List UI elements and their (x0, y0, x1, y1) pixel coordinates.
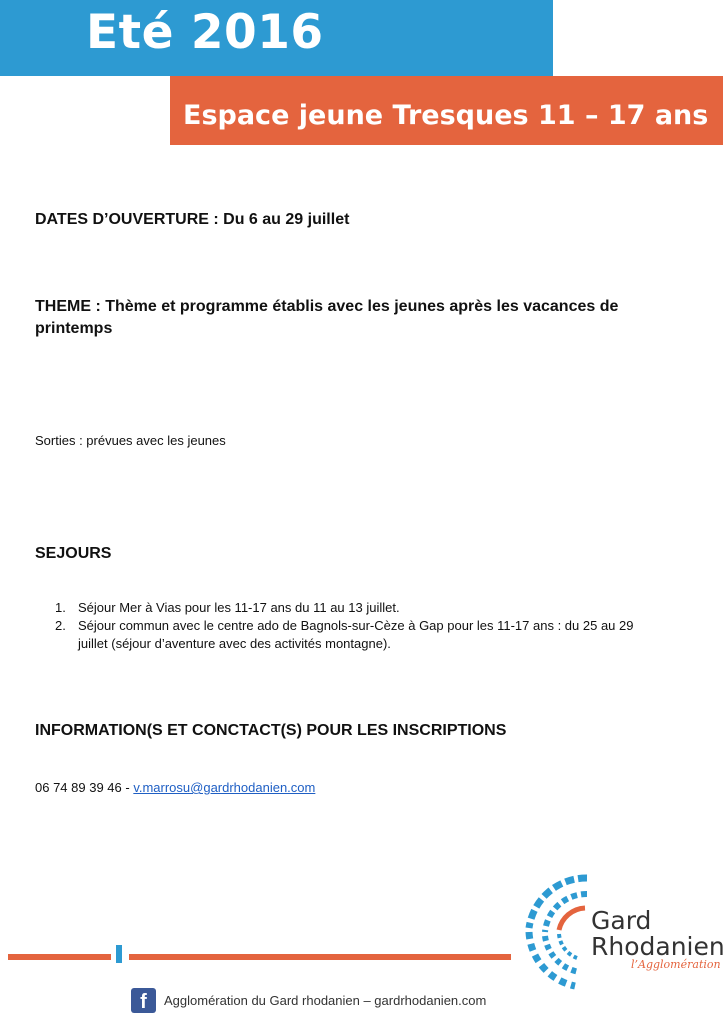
contact-line (35, 780, 315, 795)
logo-line-rhodanien: Rhodanien (591, 932, 725, 961)
footer-divider-left (8, 954, 111, 960)
list-item (55, 617, 658, 653)
list-item (55, 599, 658, 617)
logo-line-gard: Gard (591, 906, 652, 935)
footer-divider-mark (116, 945, 122, 963)
list-text: Séjour Mer à Vias pour les 11-17 ans du 11 au 13 juillet. (78, 600, 400, 615)
footer (131, 987, 486, 1013)
opening-dates: DATES D’OUVERTURE : Du 6 au 29 juillet (35, 211, 350, 228)
logo-tagline: l’Agglomération (631, 958, 721, 971)
footer-text: Agglomération du Gard rhodanien – gardrhodanien.com (164, 992, 487, 1008)
stays-list (55, 599, 658, 653)
list-text: Séjour commun avec le centre ado de Bagnols-sur-Cèze à Gap pour les 11-17 ans : du 25 au 29 juillet (séjour d’aventure avec des activités montagne). (78, 618, 634, 651)
stays-heading: SEJOURS (35, 545, 112, 562)
email-link[interactable]: v.marrosu@gardrhodanien.com (133, 780, 316, 795)
footer-divider-right (129, 954, 511, 960)
subtitle-banner (170, 76, 723, 145)
list-number: 1. (55, 600, 66, 615)
list-number: 2. (55, 618, 66, 633)
theme-heading: THEME : Thème et programme établis avec les jeunes après les vacances de printemps (35, 298, 619, 337)
page-subtitle: Espace jeune Tresques 11 – 17 ans (183, 100, 709, 131)
outings-text: Sorties : prévues avec les jeunes (35, 433, 226, 448)
title-banner (0, 0, 553, 76)
facebook-icon[interactable]: f (131, 988, 156, 1013)
page-title: Eté 2016 (86, 5, 324, 60)
info-heading: INFORMATION(S ET CONCTACT(S) POUR LES INSCRIPTIONS (35, 722, 507, 739)
gard-rhodanien-logo (515, 868, 725, 996)
phone-number: 06 74 89 39 46 - (35, 780, 134, 795)
